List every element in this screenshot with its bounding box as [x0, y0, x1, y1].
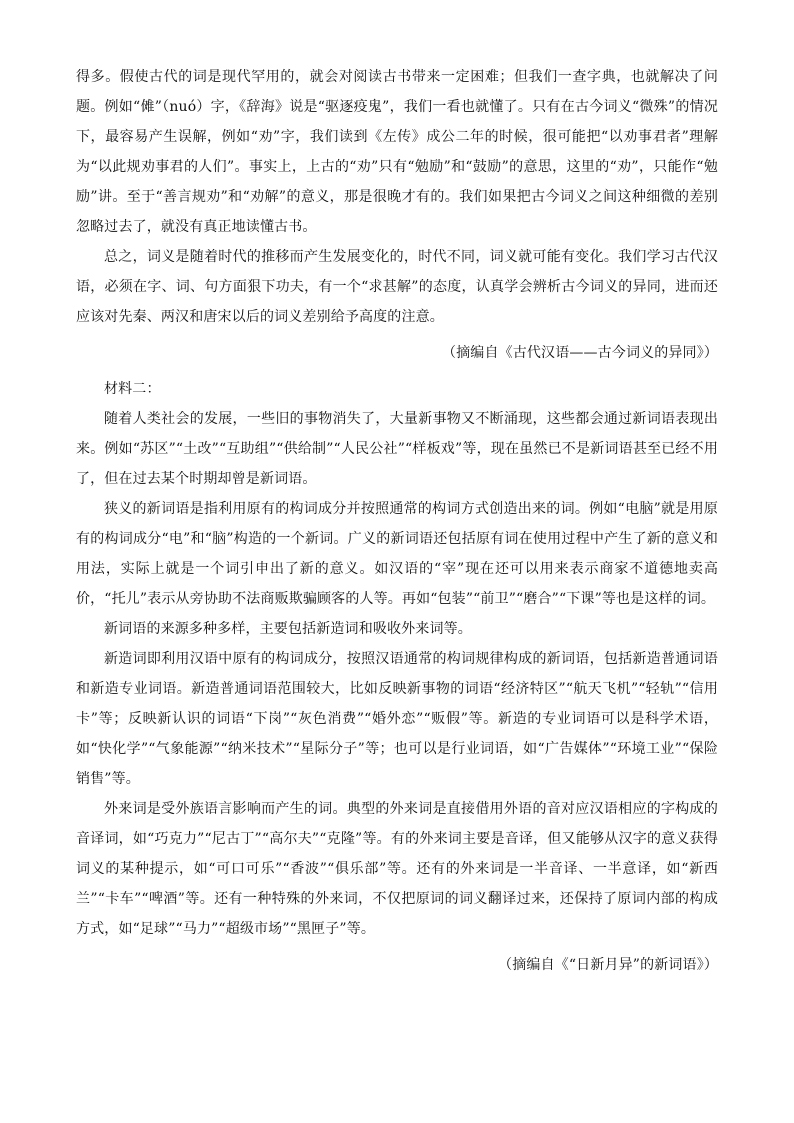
material2-paragraph-3: 新词语的来源多种多样，主要包括新造词和吸收外来词等。	[104, 621, 472, 637]
material2-paragraph-5: 外来词是受外族语言影响而产生的词。典型的外来词是直接借用外语的音对应汉语相应的字构成的音译词，如“巧克力”“尼古丁”“高尔夫”“克隆”等。有的外来词主要是音译，但又能够从汉字的意义获得词义的某种提示，如“可口可乐”“香波”“俱乐部”等。还有的外来词是一半音译、一半意译，如“新西兰”“卡车”“啤酒”等。还有一种特殊的外来词，不仅把原词的词义翻译过来，还保持了原词内部的构成方式，如“足球”“马力”“超级市场”“黑匣子”等。	[76, 801, 718, 937]
material2-heading: 材料二：	[104, 381, 161, 397]
material1-source: （摘编自《古代汉语——古今词义的异同》）	[442, 345, 718, 361]
material1-paragraph-summary: 总之，词义是随着时代的推移而产生发展变化的，时代不同，词义就可能有变化。我们学习古代汉语，必须在字、词、句方面狠下功夫，有一个“求甚解”的态度，认真学会辨析古今词义的异同，进而还应该对先秦、两汉和唐宋以后的词义差别给予高度的注意。	[76, 249, 718, 325]
document-page	[76, 62, 718, 980]
material1-paragraph-continued: 得多。假使古代的词是现代罕用的，就会对阅读古书带来一定困难；但我们一查字典，也就解决了问题。例如“傩”（nuó）字，《辞海》说是“驱逐疫鬼”，我们一看也就懂了。只有在古今词义“微殊”的情况下，最容易产生误解，例如“劝”字，我们读到《左传》成公二年的时候，很可能把“以劝事君者”理解为“以此规劝事君的人们”。事实上，上古的“劝”只有“勉励”和“鼓励”的意思，这里的“劝”，只能作“勉励”讲。至于“善言规劝”和“劝解”的意义，那是很晚才有的。我们如果把古今词义之间这种细微的差别忽略过去了，就没有真正地读懂古书。	[76, 69, 718, 235]
material2-paragraph-1: 随着人类社会的发展，一些旧的事物消失了，大量新事物又不断涌现，这些都会通过新词语表现出来。例如“苏区”“土改”“互助组”“供给制”“人民公社”“样板戏”等，现在虽然已不是新词语甚至已经不用了，但在过去某个时期却曾是新词语。	[76, 411, 718, 487]
material2-source: （摘编自《“日新月异”的新词语》）	[498, 957, 718, 973]
material2-paragraph-4: 新造词即利用汉语中原有的构词成分，按照汉语通常的构词规律构成的新词语，包括新造普通词语和新造专业词语。新造普通词语范围较大，比如反映新事物的词语“经济特区”“航天飞机”“轻轨”“信用卡”等；反映新认识的词语“下岗”“灰色消费”“婚外恋”“贩假”等。新造的专业词语可以是科学术语，如“快化学”“气象能源”“纳米技术”“星际分子”等；也可以是行业词语，如“广告媒体”“环境工业”“保险销售”等。	[76, 651, 718, 787]
material2-paragraph-2: 狭义的新词语是指利用原有的构词成分并按照通常的构词方式创造出来的词。例如“电脑”就是用原有的构词成分“电”和“脑”构造的一个新词。广义的新词语还包括原有词在使用过程中产生了新的意义和用法，实际上就是一个词引申出了新的意义。如汉语的“宰”现在还可以用来表示商家不道德地卖高价，“托儿”表示从旁协助不法商贩欺骗顾客的人等。再如“包装”“前卫”“磨合”“下课”等也是这样的词。	[76, 501, 718, 607]
